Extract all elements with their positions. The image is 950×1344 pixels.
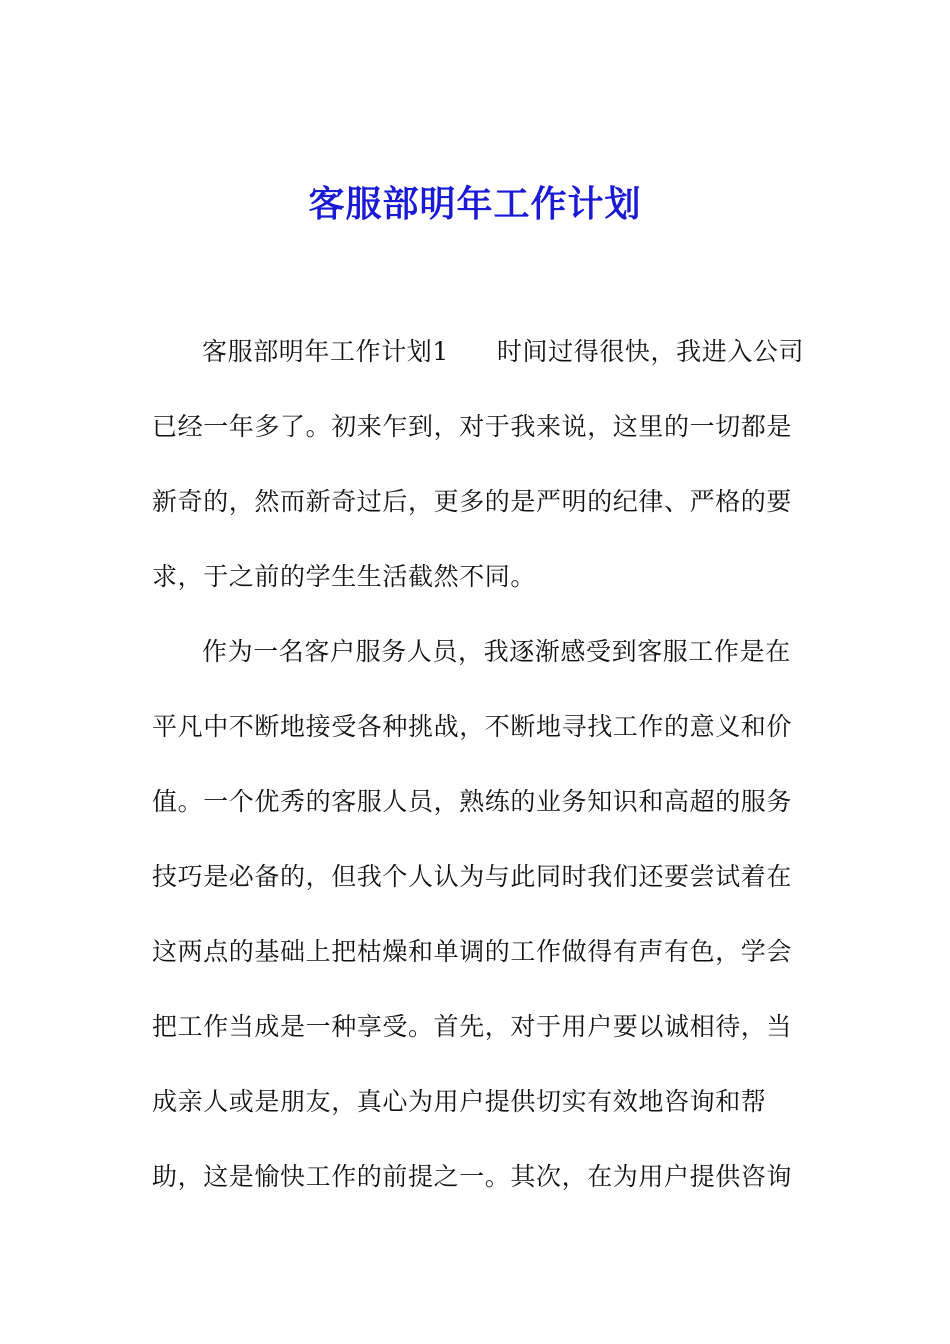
- paragraph-1-line-2: 已经一年多了。初来乍到，对于我来说，这里的一切都是: [152, 412, 793, 441]
- paragraph-2-line-8: 助，这是愉快工作的前提之一。其次，在为用户提供咨询: [152, 1162, 793, 1191]
- section-heading: 客服部明年工作计划1: [202, 337, 449, 366]
- document-body: [152, 324, 812, 1224]
- paragraph-1-line-4: 求，于之前的学生生活截然不同。: [152, 562, 537, 591]
- paragraph-2-line-1: 作为一名客户服务人员，我逐渐感受到客服工作是在: [202, 637, 791, 666]
- paragraph-1-line-3: 新奇的，然而新奇过后，更多的是严明的纪律、严格的要: [152, 487, 793, 516]
- paragraph-2-line-5: 这两点的基础上把枯燥和单调的工作做得有声有色，学会: [152, 937, 793, 966]
- paragraph-2-line-3: 值。一个优秀的客服人员，熟练的业务知识和高超的服务: [152, 787, 793, 816]
- paragraph-1-line-1: [152, 324, 812, 399]
- text-line: 时间过得很快，我进入公司: [496, 337, 805, 366]
- paragraph-2-line-7: 成亲人或是朋友，真心为用户提供切实有效地咨询和帮: [152, 1087, 767, 1116]
- paragraph-2-line-4: 技巧是必备的，但我个人认为与此同时我们还要尝试着在: [152, 862, 793, 891]
- paragraph-2-line-2: 平凡中不断地接受各种挑战，不断地寻找工作的意义和价: [152, 712, 793, 741]
- paragraph-2-line-6: 把工作当成是一种享受。首先，对于用户要以诚相待，当: [152, 1012, 793, 1041]
- document-title: 客服部明年工作计划: [308, 183, 642, 225]
